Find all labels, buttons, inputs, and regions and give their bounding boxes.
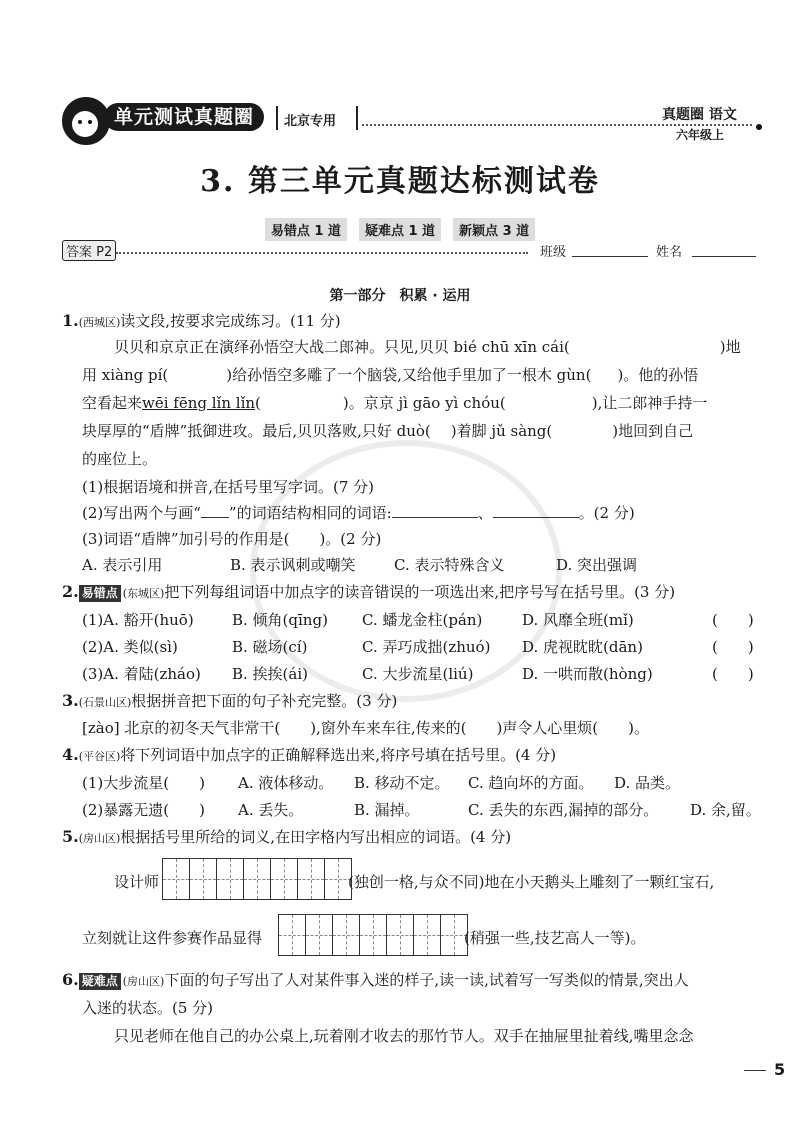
question-1-header: 1.(西城区)读文段,按要求完成练习。(11 分)	[62, 311, 341, 330]
q4-row-1: (1)大步流星( )	[82, 774, 205, 792]
region-label: 北京专用	[284, 114, 337, 129]
q2-row-3-c: C. 大步流星(liú)	[362, 665, 474, 683]
answer-blank[interactable]	[392, 517, 478, 518]
name-label: 姓名	[656, 245, 683, 260]
q4-option: A. 液体移动。	[238, 774, 334, 792]
dotted-rule	[116, 252, 528, 254]
question-2-header: 2. 易错点 (东城区)把下列每组词语中加点字的读音错误的一项选出来,把序号写在括号里。(3 分)	[62, 582, 676, 601]
q1-passage-line: 空看起来wēi fēng lǐn lǐn( )。京京 jì gāo yì chóu( ),让二郎神手持一	[82, 394, 708, 412]
badge-hard: 疑难点 1 道	[359, 218, 441, 241]
q2-row-3-b: B. 挨挨(ái)	[232, 665, 309, 683]
class-label: 班级	[540, 245, 567, 260]
q2-row-2-d: D. 虎视眈眈(dān)	[522, 638, 643, 656]
page-title: 3. 第三单元真题达标测试卷	[200, 164, 600, 199]
q5-line-2-lead: 立刻就让这件参赛作品显得	[82, 929, 263, 947]
answer-reference: 答案 P2	[62, 240, 116, 261]
q1-sub-1: (1)根据语境和拼音,在括号里写字词。(7 分)	[82, 478, 375, 496]
divider	[276, 106, 278, 130]
q4-row-2: (2)暴露无遗( )	[82, 801, 205, 819]
page-number: 5	[774, 1060, 786, 1079]
q4-option: D. 余,留。	[690, 801, 761, 819]
q5-line-1-lead: 设计师	[114, 873, 160, 891]
q1-option-a[interactable]: A. 表示引用	[82, 556, 163, 574]
q1-passage-line: 块厚厚的“盾牌”抵御进攻。最后,贝贝落败,只好 duò( )着脚 jǔ sàng( )地回到自己	[82, 422, 694, 440]
badge-new: 新颖点 3 道	[453, 218, 535, 241]
answer-blank[interactable]	[493, 517, 579, 518]
q2-row-2: (2)A. 类似(sì)	[82, 638, 178, 656]
question-5-header: 5.(房山区)根据括号里所给的词义,在田字格内写出相应的词语。(4 分)	[62, 827, 512, 846]
question-3-header: 3.(石景山区)根据拼音把下面的句子补充完整。(3 分)	[62, 691, 398, 710]
page-dash	[744, 1070, 766, 1071]
grade-label: 六年级上	[676, 128, 725, 142]
q2-row-3: (3)A. 着陆(zháo)	[82, 665, 201, 683]
q1-option-c[interactable]: C. 表示特殊含义	[394, 556, 505, 574]
answer-paren[interactable]: ( )	[712, 665, 754, 683]
q2-row-1: (1)A. 豁开(huō)	[82, 611, 194, 629]
q4-option: D. 品类。	[614, 774, 681, 792]
answer-paren[interactable]: ( )	[712, 638, 754, 656]
difficulty-badges	[0, 218, 800, 241]
section-heading: 第一部分 积累 · 运用	[329, 288, 471, 304]
q2-row-2-b: B. 磁场(cí)	[232, 638, 308, 656]
divider	[356, 106, 358, 130]
tianzige-grid-1[interactable]	[162, 858, 352, 900]
q6-prompt-cont: 入迷的状态。(5 分)	[82, 999, 214, 1017]
series-banner: 单元测试真题圈	[104, 103, 264, 131]
q4-option: B. 漏掉。	[354, 801, 420, 819]
q1-sub-2: (2)写出两个与画“ ”的词语结构相同的词语: 、 。(2 分)	[82, 504, 635, 522]
q4-option: A. 丢失。	[238, 801, 304, 819]
answer-paren[interactable]: ( )	[712, 611, 754, 629]
q1-sub-3: (3)词语“盾牌”加引号的作用是( )。(2 分)	[82, 530, 382, 548]
q5-line-1-tail: (独创一格,与众不同)地在小天鹅头上雕刻了一颗红宝石,	[348, 873, 715, 891]
question-6-header: 6. 疑难点 (房山区)下面的句子写出了人对某件事入迷的样子,读一读,试着写一写类似的情景,突出人	[62, 970, 689, 989]
q2-row-2-c: C. 弄巧成拙(zhuó)	[362, 638, 491, 656]
q2-row-1-c: C. 蟠龙金柱(pán)	[362, 611, 483, 629]
q2-row-1-b: B. 倾角(qīng)	[232, 611, 328, 629]
bullet-icon	[756, 124, 762, 130]
q3-sentence: [zào] 北京的初冬天气非常干( ),窗外车来车往,传来的( )声令人心里烦( )。	[82, 719, 650, 737]
q2-row-3-d: D. 一哄而散(hòng)	[522, 665, 653, 683]
q5-line-2-tail: (稍强一些,技艺高人一等)。	[464, 929, 646, 947]
q1-passage-line: 的座位上。	[82, 450, 158, 468]
mascot-logo-icon	[62, 97, 110, 145]
q1-option-b[interactable]: B. 表示讽刺或嘲笑	[230, 556, 356, 574]
q2-row-1-d: D. 风靡全班(mǐ)	[522, 611, 634, 629]
class-blank[interactable]	[572, 256, 648, 257]
question-4-header: 4.(平谷区)将下列词语中加点字的正确解释选出来,将序号填在括号里。(4 分)	[62, 745, 557, 764]
badge-easy-wrong: 易错点 1 道	[265, 218, 347, 241]
q4-option: C. 趋向坏的方面。	[468, 774, 594, 792]
q4-option: B. 移动不定。	[354, 774, 450, 792]
name-blank[interactable]	[692, 256, 756, 257]
book-label: 真题圈 语文	[662, 107, 737, 123]
q4-option: C. 丢失的东西,漏掉的部分。	[468, 801, 659, 819]
q1-passage-line: 用 xiàng pí( )给孙悟空多雕了一个脑袋,又给他手里加了一根木 gùn( )。他的孙悟	[82, 366, 699, 384]
q1-option-d[interactable]: D. 突出强调	[556, 556, 638, 574]
q6-passage: 只见老师在他自己的办公桌上,玩着刚才收去的那竹节人。双手在抽屉里扯着线,嘴里念念	[114, 1027, 694, 1045]
tianzige-grid-2[interactable]	[278, 914, 468, 956]
q1-passage-line: 贝贝和京京正在演绎孙悟空大战二郎神。只见,贝贝 bié chū xīn cái( )地	[114, 338, 741, 356]
